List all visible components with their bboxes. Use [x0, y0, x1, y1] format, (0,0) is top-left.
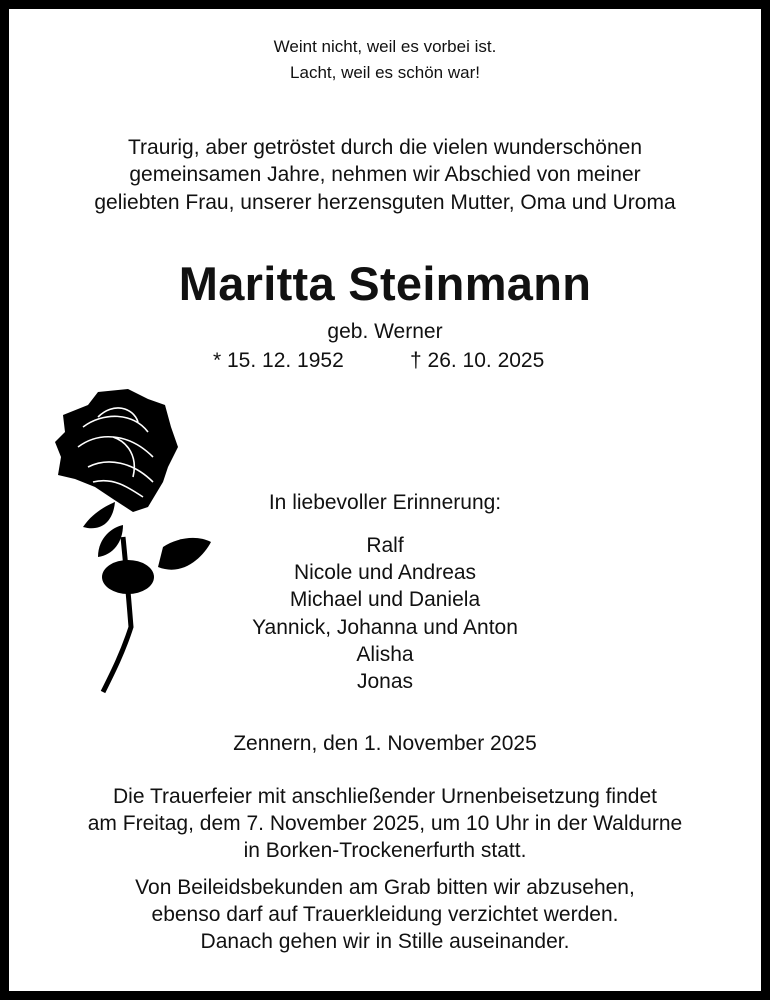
mourner-name: Nicole und Andreas	[293, 561, 477, 584]
quote-line: Lacht, weil es schön war!	[290, 63, 480, 82]
note-line: Von Beileidsbekunden am Grab bitten wir abzusehen,	[135, 876, 635, 899]
maiden-name: geb. Werner	[327, 320, 443, 343]
ceremony-line: Die Trauerfeier mit anschließender Urnenbeisetzung findet	[113, 785, 657, 808]
mourner-name: Yannick, Johanna und Anton	[252, 616, 518, 639]
intro-line: gemeinsamen Jahre, nehmen wir Abschied von meiner	[129, 163, 641, 186]
mourner-name: Ralf	[366, 534, 404, 557]
mourner-name: Michael und Daniela	[289, 588, 481, 611]
mourner-name: Alisha	[356, 643, 414, 666]
intro-line: Traurig, aber getröstet durch die vielen wunderschönen	[127, 136, 643, 159]
ceremony-line: am Freitag, dem 7. November 2025, um 10 Uhr in der Waldurne	[87, 812, 683, 835]
mourner-name: Jonas	[356, 670, 414, 693]
birth-date: * 15. 12. 1952	[213, 349, 344, 372]
note-line: Danach gehen wir in Stille auseinander.	[200, 930, 570, 953]
note-line: ebenso darf auf Trauerkleidung verzichtet werden.	[151, 903, 619, 926]
memory-heading: In liebevoller Erinnerung:	[268, 491, 502, 514]
deceased-name: Maritta Steinmann	[178, 257, 592, 310]
death-date: † 26. 10. 2025	[410, 349, 545, 372]
place-date: Zennern, den 1. November 2025	[233, 732, 537, 755]
intro-line: geliebten Frau, unserer herzensguten Mutter, Oma und Uroma	[94, 191, 676, 214]
ceremony-line: in Borken-Trockenerfurth statt.	[243, 839, 527, 862]
quote-line: Weint nicht, weil es vorbei ist.	[273, 37, 497, 56]
